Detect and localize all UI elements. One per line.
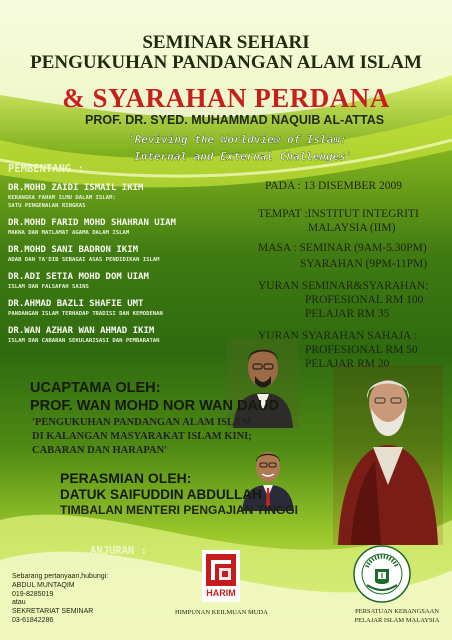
speaker-name: DR.MOHD ZAIDI ISMAIL IKIM — [8, 183, 144, 193]
speaker-name: DR.ADI SETIA MOHD DOM UIAM — [8, 272, 149, 282]
fee-lecture-professional: PROFESIONAL RM 50 — [305, 344, 418, 356]
quote-line1: 'Reviving the Worldview of Islam: — [128, 133, 347, 146]
organizer-name-2 — [343, 607, 451, 625]
speaker-name: DR.AHMAD BAZLI SHAFIE UMT — [8, 299, 144, 309]
quote-line2: Internal and External Challenges' — [134, 150, 353, 163]
speaker-topic: PANDANGAN ISLAM TERHADAP TRADISI DAN KEMODENAN — [8, 311, 163, 317]
pembentang-heading: PEMBENTANG : — [8, 163, 84, 175]
speaker-item — [8, 183, 258, 209]
pkpim-seal-logo — [353, 545, 411, 603]
header-speaker: PROF. DR. SYED. MUHAMMAD NAQUIB AL-ATTAS — [85, 113, 385, 127]
speaker-item — [8, 218, 258, 236]
contact-line: 03-61842286 — [12, 616, 54, 624]
speaker-item — [8, 245, 258, 263]
fee-seminar-professional: PROFESIONAL RM 100 — [305, 294, 424, 306]
header-line1: SEMINAR SEHARI — [142, 32, 310, 53]
keynote-title — [32, 416, 252, 458]
contact-line: atau — [12, 599, 26, 607]
keynote-title-line1: 'PENGUKUHAN PANDANGAN ALAM ISLAM — [32, 417, 252, 428]
speaker-topic: ISLAM DAN FALSAFAH SAINS — [8, 284, 89, 290]
contact-line: 019-8285019 — [12, 590, 54, 598]
speaker-list — [8, 183, 258, 353]
harim-logo-text: HARIM — [206, 588, 236, 598]
officiating-title: TIMBALAN MENTERI PENGAJIAN TINGGI — [60, 503, 299, 517]
organizer-name-1: HIMPUNAN KEILMUAN MUDA — [175, 609, 268, 616]
speaker-topic: ISLAM DAN CABARAN SEKULARISASI DAN PEMBARATAN — [8, 338, 160, 344]
event-time-line2: SYARAHAN (9PM-11PM) — [300, 258, 428, 270]
event-time-line1: MASA : SEMINAR (9AM-5.30PM) — [258, 242, 427, 254]
speaker-topic: MAKNA DAN MATLAMAT AGAMA DALAM ISLAM — [8, 230, 130, 236]
fee-lecture-heading: YURAN SYARAHAN SAHAJA : — [258, 330, 417, 342]
event-venue-line1: TEMPAT :INSTITUT INTEGRITI — [258, 208, 419, 220]
contact-line: SEKRETARIAT SEMINAR — [12, 608, 94, 616]
keynote-speaker-name: PROF. WAN MOHD NOR WAN DAUD — [30, 398, 279, 414]
speaker-topic: ADAB DAN TA'DIB SEBAGAI ASAS PENDIDIKAN ISLAM — [8, 257, 160, 263]
fee-lecture-student: PELAJAR RM 20 — [305, 358, 390, 370]
fee-seminar-heading: YURAN SEMINAR&SYARAHAN: — [258, 280, 429, 292]
header-line2: PENGUKUHAN PANDANGAN ALAM ISLAM — [30, 52, 422, 73]
keynote-title-line3: CABARAN DAN HARAPAN' — [32, 445, 168, 456]
speaker-item — [8, 326, 258, 344]
contact-info — [12, 573, 108, 626]
speaker-name: DR.MOHD SANI BADRON IKIM — [8, 245, 139, 255]
keynote-heading: UCAPTAMA OLEH: — [30, 380, 161, 396]
speaker-item — [8, 299, 258, 317]
officiating-name: DATUK SAIFUDDIN ABDULLAH — [60, 487, 262, 502]
organizer-heading: ANJURAN : — [90, 545, 147, 557]
keynote-title-line2: DI KALANGAN MASYARAKAT ISLAM KINI; — [32, 431, 252, 442]
speaker-topic: KERANGKA FAHAM ILMU DALAM ISLAM: — [8, 195, 116, 201]
event-date: PADA : 13 DISEMBER 2009 — [265, 180, 402, 192]
officiating-heading: PERASMIAN OLEH: — [60, 470, 192, 486]
event-venue-line2: MALAYSIA (IIM) — [308, 222, 396, 234]
fee-seminar-student: PELAJAR RM 35 — [305, 308, 390, 320]
keynote-speaker-photo — [227, 338, 299, 428]
prof-al-attas-photo — [333, 365, 443, 545]
speaker-name: DR.WAN AZHAR WAN AHMAD IKIM — [8, 326, 155, 336]
organizer-name-2-line1: PERSATUAN KEBANGSAAN — [355, 608, 439, 615]
speaker-topic: SATU PENGENALAN RINGKAS — [8, 203, 86, 209]
speaker-name: DR.MOHD FARID MOHD SHAHRAN UIAM — [8, 218, 176, 228]
contact-line: ABDUL MUNTAQIM — [12, 581, 75, 589]
speaker-item — [8, 272, 258, 290]
organizer-name-2-line2: PELAJAR ISLAM MALAYSIA — [354, 617, 440, 624]
header-title: & SYARAHAN PERDANA — [62, 83, 390, 113]
contact-line: Sebarang pertanyaan,hubungi: — [12, 573, 109, 580]
harim-logo — [202, 550, 240, 602]
